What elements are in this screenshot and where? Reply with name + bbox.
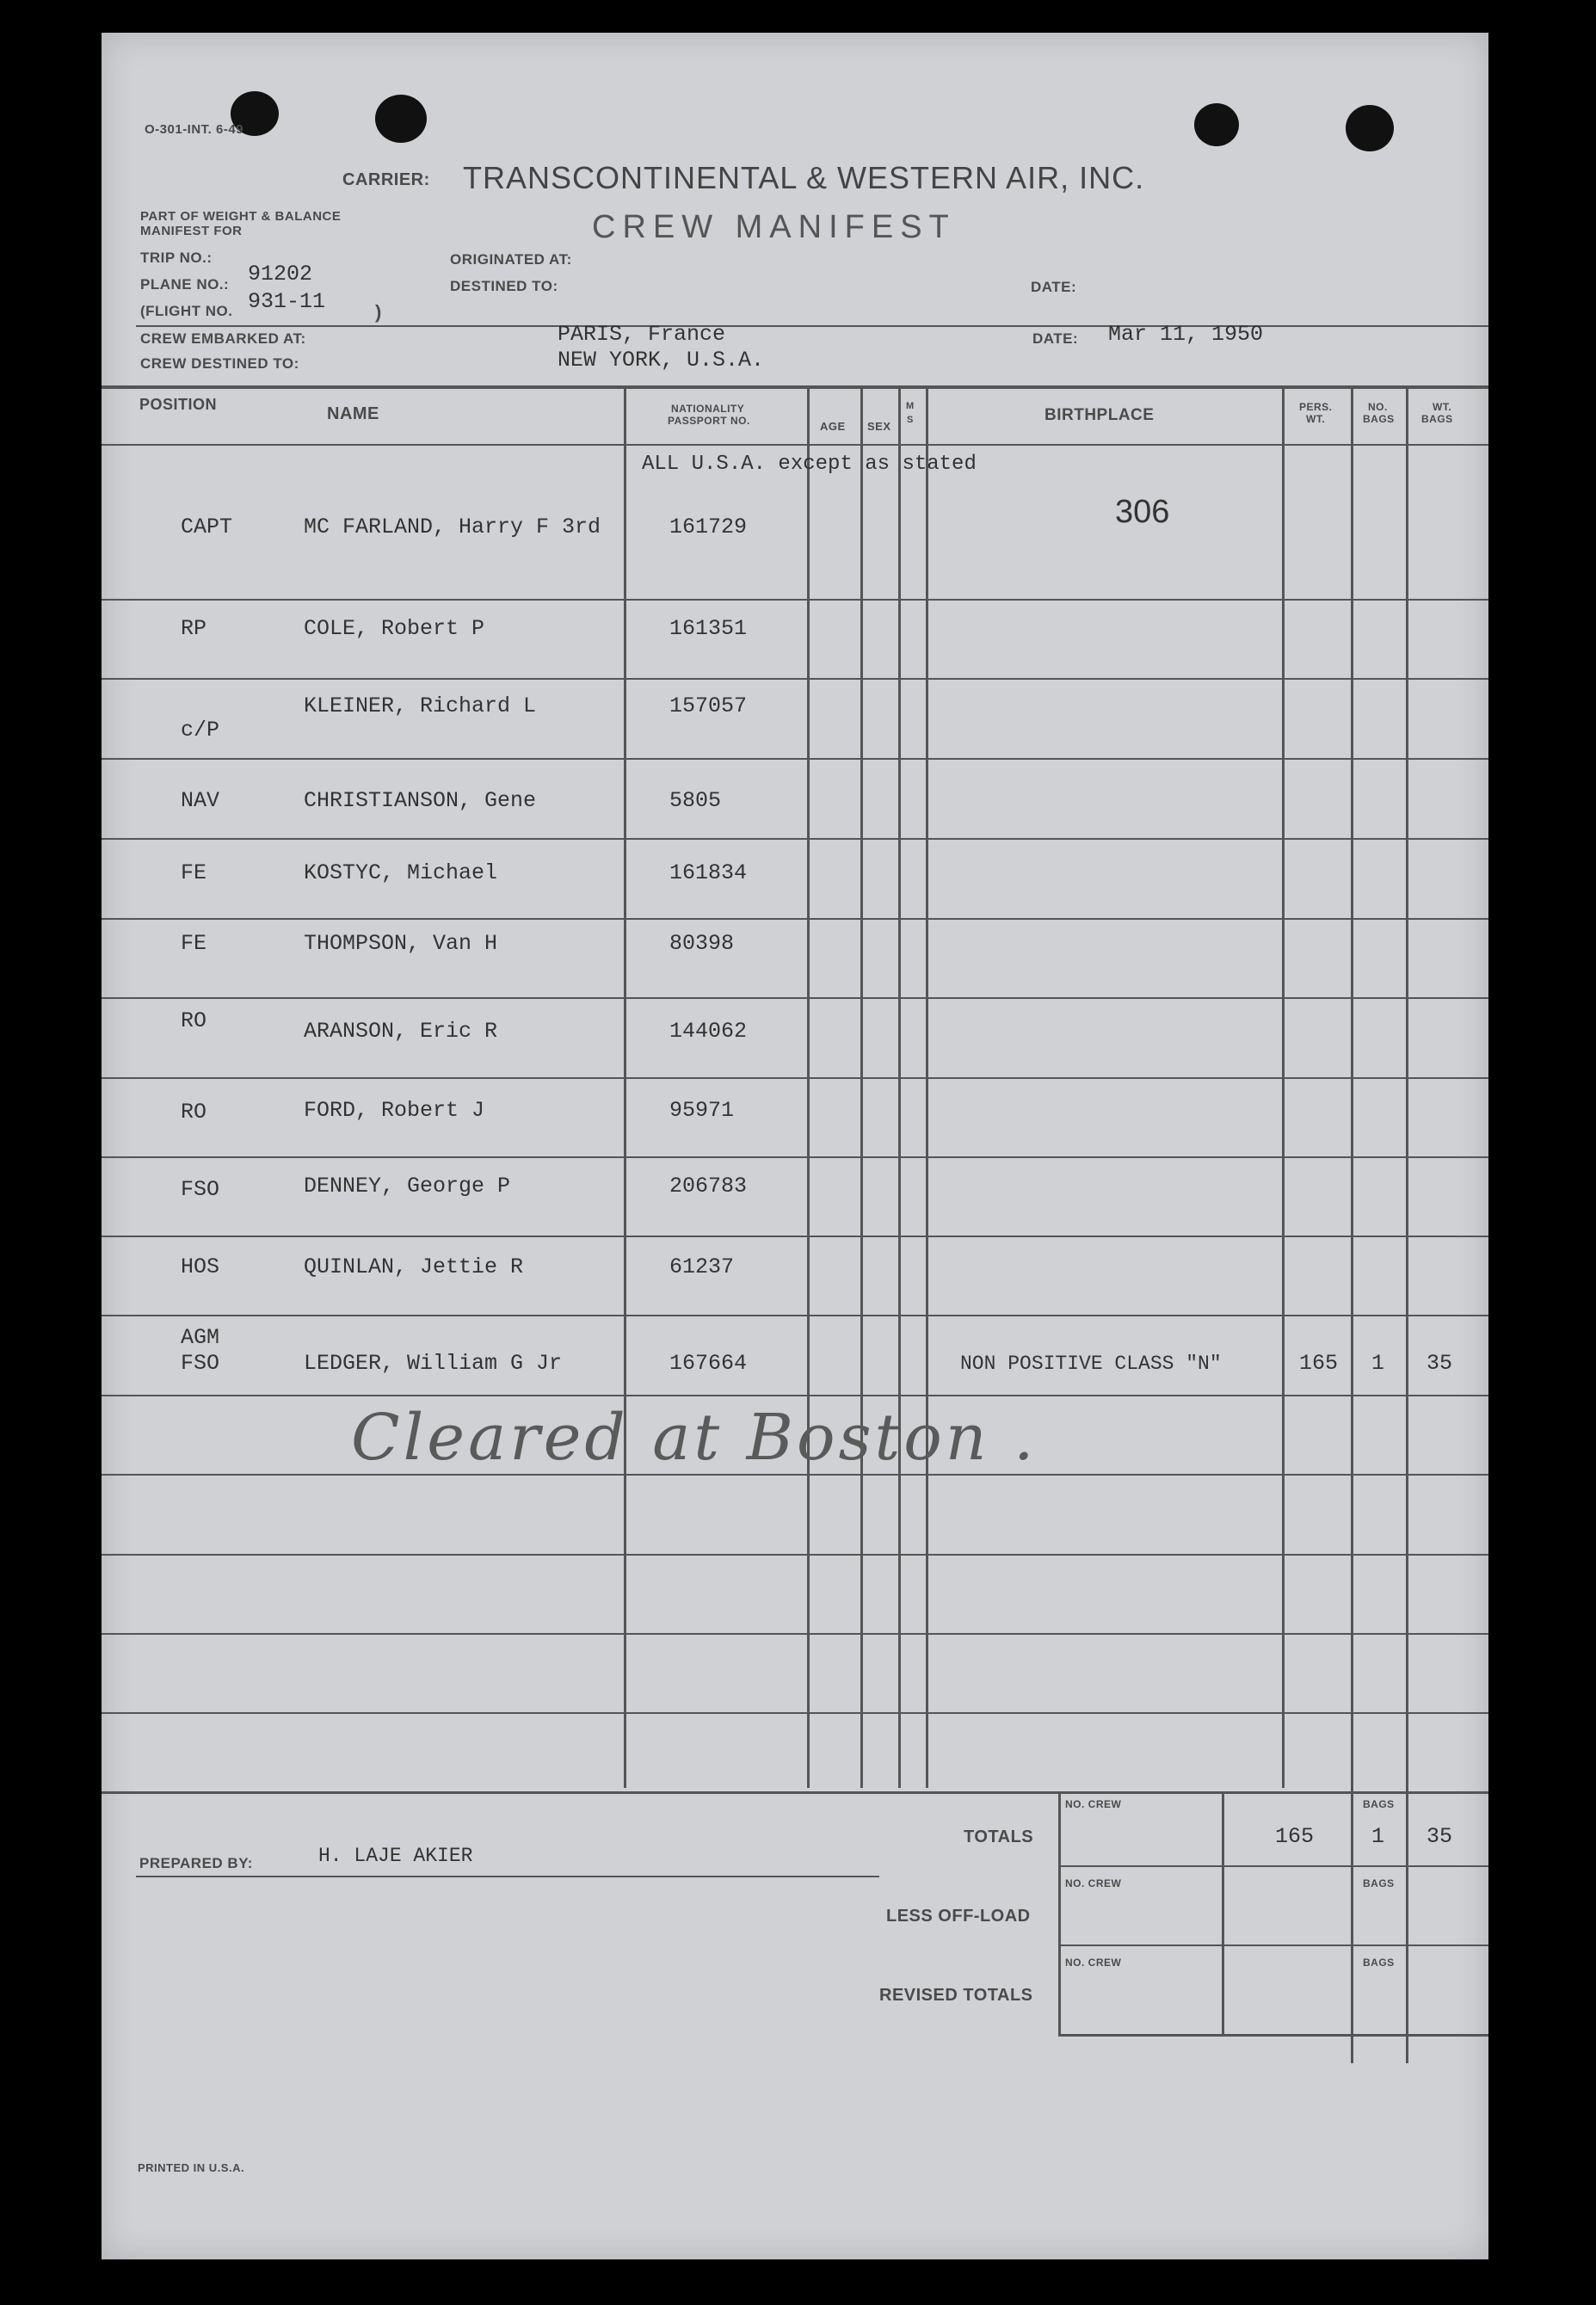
col-divider xyxy=(860,387,863,1788)
embarked-label: CREW EMBARKED AT: xyxy=(140,330,306,347)
row-rule xyxy=(102,1236,1488,1237)
crew-passport: 61237 xyxy=(669,1254,735,1279)
no-crew-label: NO. CREW xyxy=(1065,1798,1122,1810)
page-title: CREW MANIFEST xyxy=(592,209,956,245)
flight-no-label: (FLIGHT NO. xyxy=(140,303,233,319)
crew-destined-label: CREW DESTINED TO: xyxy=(140,355,299,372)
totals-bottom xyxy=(1058,2034,1488,2037)
crew-name: DENNEY, George P xyxy=(304,1174,511,1199)
row-rule xyxy=(102,599,1488,601)
plane-no-label: PLANE NO.: xyxy=(140,276,230,293)
handwritten-note: Cleared at Boston . xyxy=(351,1401,1038,1475)
bags-label: BAGS xyxy=(1363,1957,1395,1969)
date2-label: DATE: xyxy=(1032,330,1079,347)
totals-divider xyxy=(1351,1791,1353,2036)
crew-passport: 161729 xyxy=(669,515,748,539)
crew-birthplace: NON POSITIVE CLASS "N" xyxy=(960,1353,1222,1375)
row-rule xyxy=(102,918,1488,920)
nationality-note: ALL U.S.A. except as stated xyxy=(642,453,977,476)
row-rule xyxy=(102,678,1488,680)
punch-hole xyxy=(1346,105,1394,151)
col-birthplace: BIRTHPLACE xyxy=(1044,406,1155,424)
crew-name: CHRISTIANSON, Gene xyxy=(304,788,537,813)
header-bottom xyxy=(102,444,1488,446)
rule xyxy=(136,325,1488,327)
crew-name: KOSTYC, Michael xyxy=(304,860,498,885)
col-pers-wt-2: WT. xyxy=(1306,413,1326,425)
less-offload-label: LESS OFF-LOAD xyxy=(886,1907,1031,1926)
totals-bags: 1 xyxy=(1371,1824,1385,1849)
row-rule xyxy=(102,1712,1488,1714)
crew-name: QUINLAN, Jettie R xyxy=(304,1254,524,1279)
part-of-label: PART OF WEIGHT & BALANCE xyxy=(140,209,342,224)
crew-passport: 144062 xyxy=(669,1019,748,1044)
totals-divider xyxy=(1058,1791,1061,2036)
crew-position: FE xyxy=(181,931,207,956)
prepared-by-label: PREPARED BY: xyxy=(139,1855,253,1871)
plane-no-value: 91202 xyxy=(248,262,313,287)
crew-position-line1: AGM xyxy=(181,1325,220,1350)
col-sex: SEX xyxy=(867,420,891,433)
crew-destined-value: NEW YORK, U.S.A. xyxy=(558,348,765,373)
crew-name: MC FARLAND, Harry F 3rd xyxy=(304,515,601,539)
col-divider xyxy=(926,387,928,1788)
crew-passport: 5805 xyxy=(669,788,722,813)
form-code: O-301-INT. 6-49 xyxy=(145,122,244,137)
date-label: DATE: xyxy=(1031,279,1077,295)
trip-no-label: TRIP NO.: xyxy=(140,250,213,266)
originated-label: ORIGINATED AT: xyxy=(450,251,572,268)
crew-position: FE xyxy=(181,860,207,885)
no-crew-label: NO. CREW xyxy=(1065,1957,1122,1969)
crew-passport: 161834 xyxy=(669,860,748,885)
crew-name: LEDGER, William G Jr xyxy=(304,1351,563,1376)
col-pers-wt: PERS. xyxy=(1299,401,1333,413)
col-divider xyxy=(624,387,626,1788)
date2-value: Mar 11, 1950 xyxy=(1108,322,1264,347)
totals-divider xyxy=(1406,1791,1408,2036)
row-rule xyxy=(102,1315,1488,1316)
crew-position: c/P xyxy=(181,718,220,743)
crew-name: THOMPSON, Van H xyxy=(304,931,498,956)
totals-label: TOTALS xyxy=(964,1827,1034,1846)
crew-position: NAV xyxy=(181,788,220,813)
crew-position: RP xyxy=(181,616,207,641)
col-wt-bags: WT. xyxy=(1433,401,1452,413)
crew-position: RO xyxy=(181,1008,207,1033)
bags-label: BAGS xyxy=(1363,1798,1395,1810)
crew-position: FSO xyxy=(181,1351,220,1376)
signature-line xyxy=(136,1876,879,1877)
manifest-for-label: MANIFEST FOR xyxy=(140,224,243,238)
no-crew-label: NO. CREW xyxy=(1065,1877,1122,1889)
revised-totals-label: REVISED TOTALS xyxy=(879,1986,1033,2005)
row-rule xyxy=(102,758,1488,760)
col-divider xyxy=(1282,387,1285,1788)
col-divider xyxy=(898,387,901,1788)
crew-manifest-form xyxy=(102,33,1488,2259)
embarked-value: PARIS, France xyxy=(558,322,726,347)
crew-name: KLEINER, Richard L xyxy=(304,693,537,718)
col-age: AGE xyxy=(820,420,846,433)
col-wt-bags-2: BAGS xyxy=(1421,413,1453,425)
crew-position: FSO xyxy=(181,1177,220,1202)
crew-wt-bags: 35 xyxy=(1427,1351,1453,1376)
printed-in: PRINTED IN U.S.A. xyxy=(138,2161,245,2174)
crew-position: HOS xyxy=(181,1254,220,1279)
table-top xyxy=(102,385,1488,389)
crew-passport: 206783 xyxy=(669,1174,748,1199)
flight-no-value: 931-11 xyxy=(248,289,326,314)
crew-name: COLE, Robert P xyxy=(304,616,485,641)
row-rule xyxy=(102,1554,1488,1556)
col-no-bags: NO. xyxy=(1368,401,1388,413)
bags-label: BAGS xyxy=(1363,1877,1395,1889)
totals-divider xyxy=(1222,1791,1224,2036)
crew-passport: 161351 xyxy=(669,616,748,641)
totals-rule xyxy=(1058,1865,1488,1867)
crew-position: RO xyxy=(181,1100,207,1125)
flight-no-close: ) xyxy=(375,301,382,323)
crew-passport: 95971 xyxy=(669,1098,735,1123)
col-ms-m: M xyxy=(906,401,915,411)
crew-name: FORD, Robert J xyxy=(304,1098,485,1123)
col-divider xyxy=(807,387,810,1788)
row-rule xyxy=(102,838,1488,840)
row-rule xyxy=(102,1395,1488,1396)
carrier-label: CARRIER: xyxy=(342,170,430,189)
punch-hole xyxy=(1194,103,1239,146)
row-rule xyxy=(102,1156,1488,1158)
totals-rule xyxy=(1058,1944,1488,1946)
crew-position: CAPT xyxy=(181,515,233,539)
table-bottom xyxy=(102,1791,1488,1794)
col-name: NAME xyxy=(327,404,379,423)
col-ms-s: S xyxy=(907,415,914,425)
stamp-number: 306 xyxy=(1115,494,1170,530)
crew-passport: 80398 xyxy=(669,931,735,956)
prepared-by-value: H. LAJE AKIER xyxy=(318,1845,473,1867)
totals-wt-bags: 35 xyxy=(1427,1824,1453,1849)
totals-pers-wt: 165 xyxy=(1275,1824,1315,1849)
crew-pers-wt: 165 xyxy=(1299,1351,1339,1376)
punch-hole xyxy=(375,95,427,143)
col-passport: PASSPORT NO. xyxy=(668,415,750,427)
col-nationality: NATIONALITY xyxy=(671,403,745,415)
destined-label: DESTINED TO: xyxy=(450,278,558,294)
crew-passport: 167664 xyxy=(669,1351,748,1376)
crew-name: ARANSON, Eric R xyxy=(304,1019,498,1044)
row-rule xyxy=(102,1633,1488,1635)
crew-passport: 157057 xyxy=(669,693,748,718)
carrier-name: TRANSCONTINENTAL & WESTERN AIR, INC. xyxy=(463,160,1145,195)
col-position: POSITION xyxy=(139,396,218,413)
row-rule xyxy=(102,1077,1488,1079)
crew-no-bags: 1 xyxy=(1371,1351,1385,1376)
col-no-bags-2: BAGS xyxy=(1363,413,1395,425)
row-rule xyxy=(102,997,1488,999)
